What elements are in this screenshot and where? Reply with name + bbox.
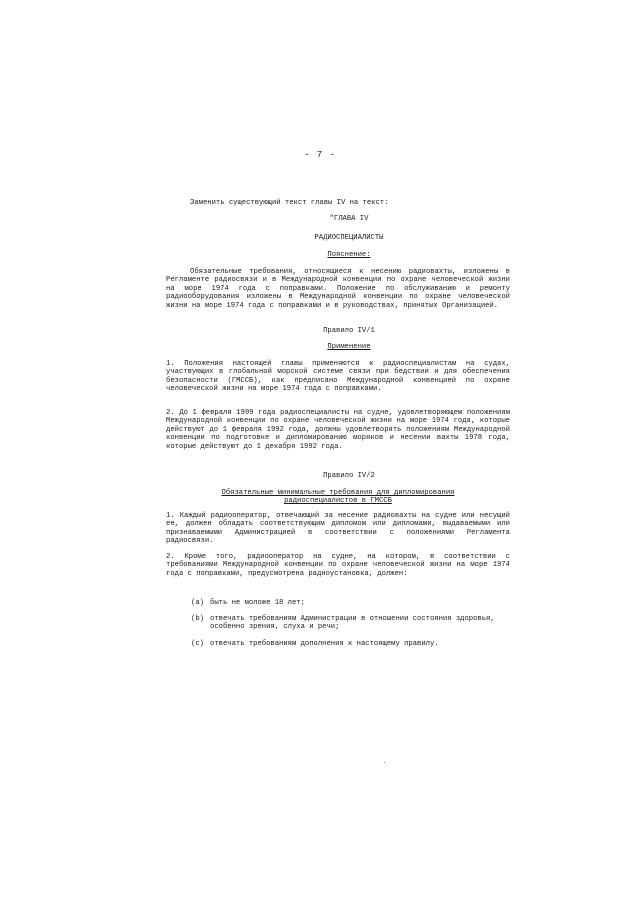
page-number: - 7 - [303, 150, 336, 160]
chapter-title: "ГЛАВА IV [329, 215, 369, 223]
rule-iv1-paragraph-2: 2. До 1 февраля 1999 года радиоспециалисты на судне, удовлетворяющем положениям Международной конвенции по охране человеческой жизни на море 1974 года, которые действуют до 1 февраля 1992 года, должны удовлетворять положениям Международной конвенции по подготовке и дипломированию моряков и несении вахты 1978 года, которые действуют до 1 декабря 1992 года. [166, 409, 510, 451]
list-item-marker: (c) [191, 640, 204, 648]
explanation-paragraph: Обязательные требования, относящиеся к несению радиовахты, изложены в Регламенте радиосвязи и в Международной конвенции по охране человеческой жизни на море 1974 года с поправками. Положение по обслуживанию и ремонту радиооборудования изложены в Международной конвенции по охране человеческой жизни на море 1974 года с поправками и в руководствах, принятых Организацией. [166, 268, 510, 310]
list-item-marker: (a) [191, 599, 204, 607]
rule-iv1-title: Правило IV/1 [323, 327, 375, 335]
list-item: быть не моложе 18 лет; [210, 599, 305, 607]
explanation-heading: Пояснение: [327, 251, 371, 259]
rule-iv2-paragraph-2: 2. Кроме того, радиооператор на судне, на котором, в соответствии с требованиями Международной конвенции по охране человеческой жизни на море 1974 года с поправками, предусмотрена радиоустановка, должен: [166, 553, 510, 578]
list-item: отвечать требованиям Администрации в отношении состояния здоровья, особенно зрения, слуха и речи; [210, 615, 495, 632]
rule-iv2-paragraph-1: 1. Каждый радиооператор, отвечающий за несение радиовахты на судне или несущий ее, должен обладать соответствующим дипломом или дипломами, выдаваемыми или признаваемыми Администрацией в соответствии с положениями Регламента радиосвязи. [166, 512, 510, 546]
intro-line: Заменить существующий текст главы IV на текст: [190, 199, 389, 207]
rule-iv2-heading-line-2: радиоспециалистов в ГМССБ [284, 497, 392, 505]
rule-iv1-paragraph-1: 1. Положения настоящей главы применяются к радиоспециалистам на судах, участвующих в глобальной морской системе связи при бедствии и для обеспечения безопасности (ГМССБ), как предписано Международной конвенцией по охране человеческой жизни на море 1974 года с поправками. [166, 360, 510, 394]
list-item: отвечать требованиям дополнения к настоящему правилу. [210, 640, 439, 648]
scan-speck [384, 762, 385, 763]
rule-iv2-title: Правило IV/2 [323, 472, 375, 480]
rule-iv2-heading-line-1: Обязательные минимальные требования для дипломирования [221, 489, 455, 497]
rule-iv1-heading: Применение [327, 343, 371, 351]
list-item-marker: (b) [191, 615, 204, 623]
chapter-subtitle: РАДИОСПЕЦИАЛИСТЫ [314, 234, 384, 242]
